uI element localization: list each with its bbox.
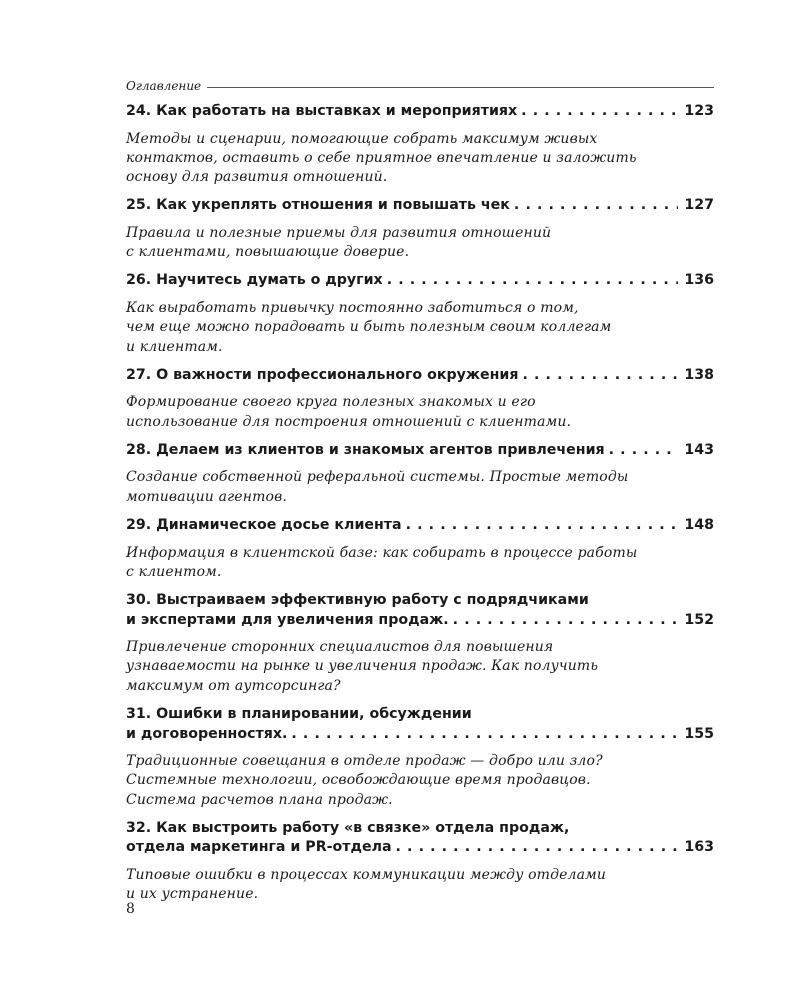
description-line: Система расчетов плана продаж. <box>126 791 393 808</box>
description-line: Типовые ошибки в процессах коммуникации между отделами <box>126 866 607 883</box>
description-line: чем еще можно порадовать и быть полезным своим коллегам <box>126 319 612 336</box>
dot-leader <box>514 196 678 216</box>
toc-entry-title <box>126 271 714 291</box>
header-rule <box>207 87 714 88</box>
toc-title-line: и договоренностях. <box>126 725 288 742</box>
section-label: Оглавление <box>126 79 202 93</box>
toc-page-number: 138 <box>684 366 714 383</box>
toc-title-line: 31. Ошибки в планировании, обсуждении <box>126 706 472 723</box>
description-line: Системные технологии, освобождающие время продавцов. <box>126 772 591 789</box>
toc-title-line: 26. Научитесь думать о других <box>126 272 383 289</box>
toc-title-row <box>126 516 714 536</box>
description-line: Создание собственной реферальной системы. Простые методы <box>126 469 629 486</box>
dot-leader <box>396 838 679 858</box>
toc-entry-description <box>126 130 714 188</box>
toc-entry-description <box>126 544 714 583</box>
description-line: Как выработать привычку постоянно заботиться о том, <box>126 299 579 316</box>
toc-entry-title <box>126 516 714 536</box>
toc-entry-description <box>126 224 714 263</box>
toc-entry-title <box>126 441 714 461</box>
dot-leader <box>609 441 679 461</box>
description-line: Правила и полезные приемы для развития отношений <box>126 224 552 241</box>
toc-title-line: 25. Как укреплять отношения и повышать чек <box>126 197 510 214</box>
toc-entry-title <box>126 819 714 858</box>
description-line: Информация в клиентской базе: как собирать в процессе работы <box>126 544 638 561</box>
toc-title-line: 28. Делаем из клиентов и знакомых агентов привлечения <box>126 441 605 458</box>
toc-title-line: 29. Динамическое досье клиента <box>126 517 402 534</box>
toc-page-number: 136 <box>684 272 714 289</box>
toc-title-line: 30. Выстраиваем эффективную работу с подрядчиками <box>126 592 589 609</box>
description-line: узнаваемости на рынке и увеличения продаж. Как получить <box>126 658 599 675</box>
toc-title-line: и экспертами для увеличения продаж. <box>126 611 449 628</box>
toc-entry-title <box>126 102 714 122</box>
toc-entry <box>126 441 714 507</box>
toc-entry <box>126 366 714 432</box>
toc-title-row <box>126 441 714 461</box>
toc-entry-title <box>126 366 714 386</box>
toc-entries <box>126 102 714 905</box>
description-line: контактов, оставить о себе приятное впечатление и заложить <box>126 149 637 166</box>
dot-leader <box>522 366 678 386</box>
dot-leader <box>521 102 678 122</box>
toc-entry <box>126 516 714 582</box>
toc-entry-description <box>126 393 714 432</box>
description-line: с клиентами, повышающие доверие. <box>126 244 410 261</box>
toc-entry-description <box>126 752 714 810</box>
description-line: и клиентам. <box>126 338 223 355</box>
toc-entry <box>126 705 714 810</box>
toc-page-number: 155 <box>684 725 714 742</box>
toc-entry-title <box>126 591 714 630</box>
toc-entry-title <box>126 705 714 744</box>
toc-title-line: 27. О важности профессионального окружения <box>126 366 519 383</box>
toc-page-number: 152 <box>684 611 714 628</box>
toc-entry-description <box>126 638 714 696</box>
toc-title-row <box>126 366 714 386</box>
toc-page-number: 148 <box>684 517 714 534</box>
toc-entry <box>126 271 714 356</box>
toc-entry <box>126 591 714 696</box>
toc-page-number: 143 <box>684 441 714 458</box>
dot-leader <box>406 516 679 536</box>
description-line: Привлечение сторонних специалистов для повышения <box>126 639 554 656</box>
page-number: 8 <box>126 901 135 917</box>
toc-page-number: 163 <box>684 839 714 856</box>
description-line: с клиентом. <box>126 563 222 580</box>
toc-title-row <box>126 838 714 858</box>
toc-title-line: 32. Как выстроить работу «в связке» отдела продаж, <box>126 819 570 836</box>
description-line: Методы и сценарии, помогающие собрать максимум живых <box>126 130 598 147</box>
toc-title-row <box>126 725 714 745</box>
description-line: и их устранение. <box>126 886 259 903</box>
running-head <box>126 78 714 94</box>
description-line: максимум от аутсорсинга? <box>126 677 341 694</box>
toc-page-number: 127 <box>684 197 714 214</box>
description-line: основу для развития отношений. <box>126 169 388 186</box>
toc-page <box>126 78 714 914</box>
dot-leader <box>387 271 679 291</box>
dot-leader <box>291 725 678 745</box>
toc-page-number: 123 <box>684 103 714 119</box>
description-line: Традиционные совещания в отделе продаж — добро или зло? <box>126 753 603 770</box>
dot-leader <box>453 611 679 631</box>
toc-entry <box>126 196 714 262</box>
toc-title-row <box>126 611 714 631</box>
description-line: использование для построения отношений с клиентами. <box>126 413 572 430</box>
toc-entry <box>126 102 714 187</box>
toc-entry-description <box>126 468 714 507</box>
description-line: Формирование своего круга полезных знакомых и его <box>126 394 536 411</box>
toc-title-line: 24. Как работать на выставках и мероприятиях <box>126 103 518 119</box>
toc-entry-description <box>126 299 714 357</box>
toc-title-row <box>126 271 714 291</box>
description-line: мотивации агентов. <box>126 488 288 505</box>
toc-entry <box>126 819 714 905</box>
toc-title-row <box>126 196 714 216</box>
toc-title-line: отдела маркетинга и PR-отдела <box>126 839 392 856</box>
toc-entry-title <box>126 196 714 216</box>
toc-title-row <box>126 102 714 122</box>
toc-entry-description <box>126 866 714 905</box>
